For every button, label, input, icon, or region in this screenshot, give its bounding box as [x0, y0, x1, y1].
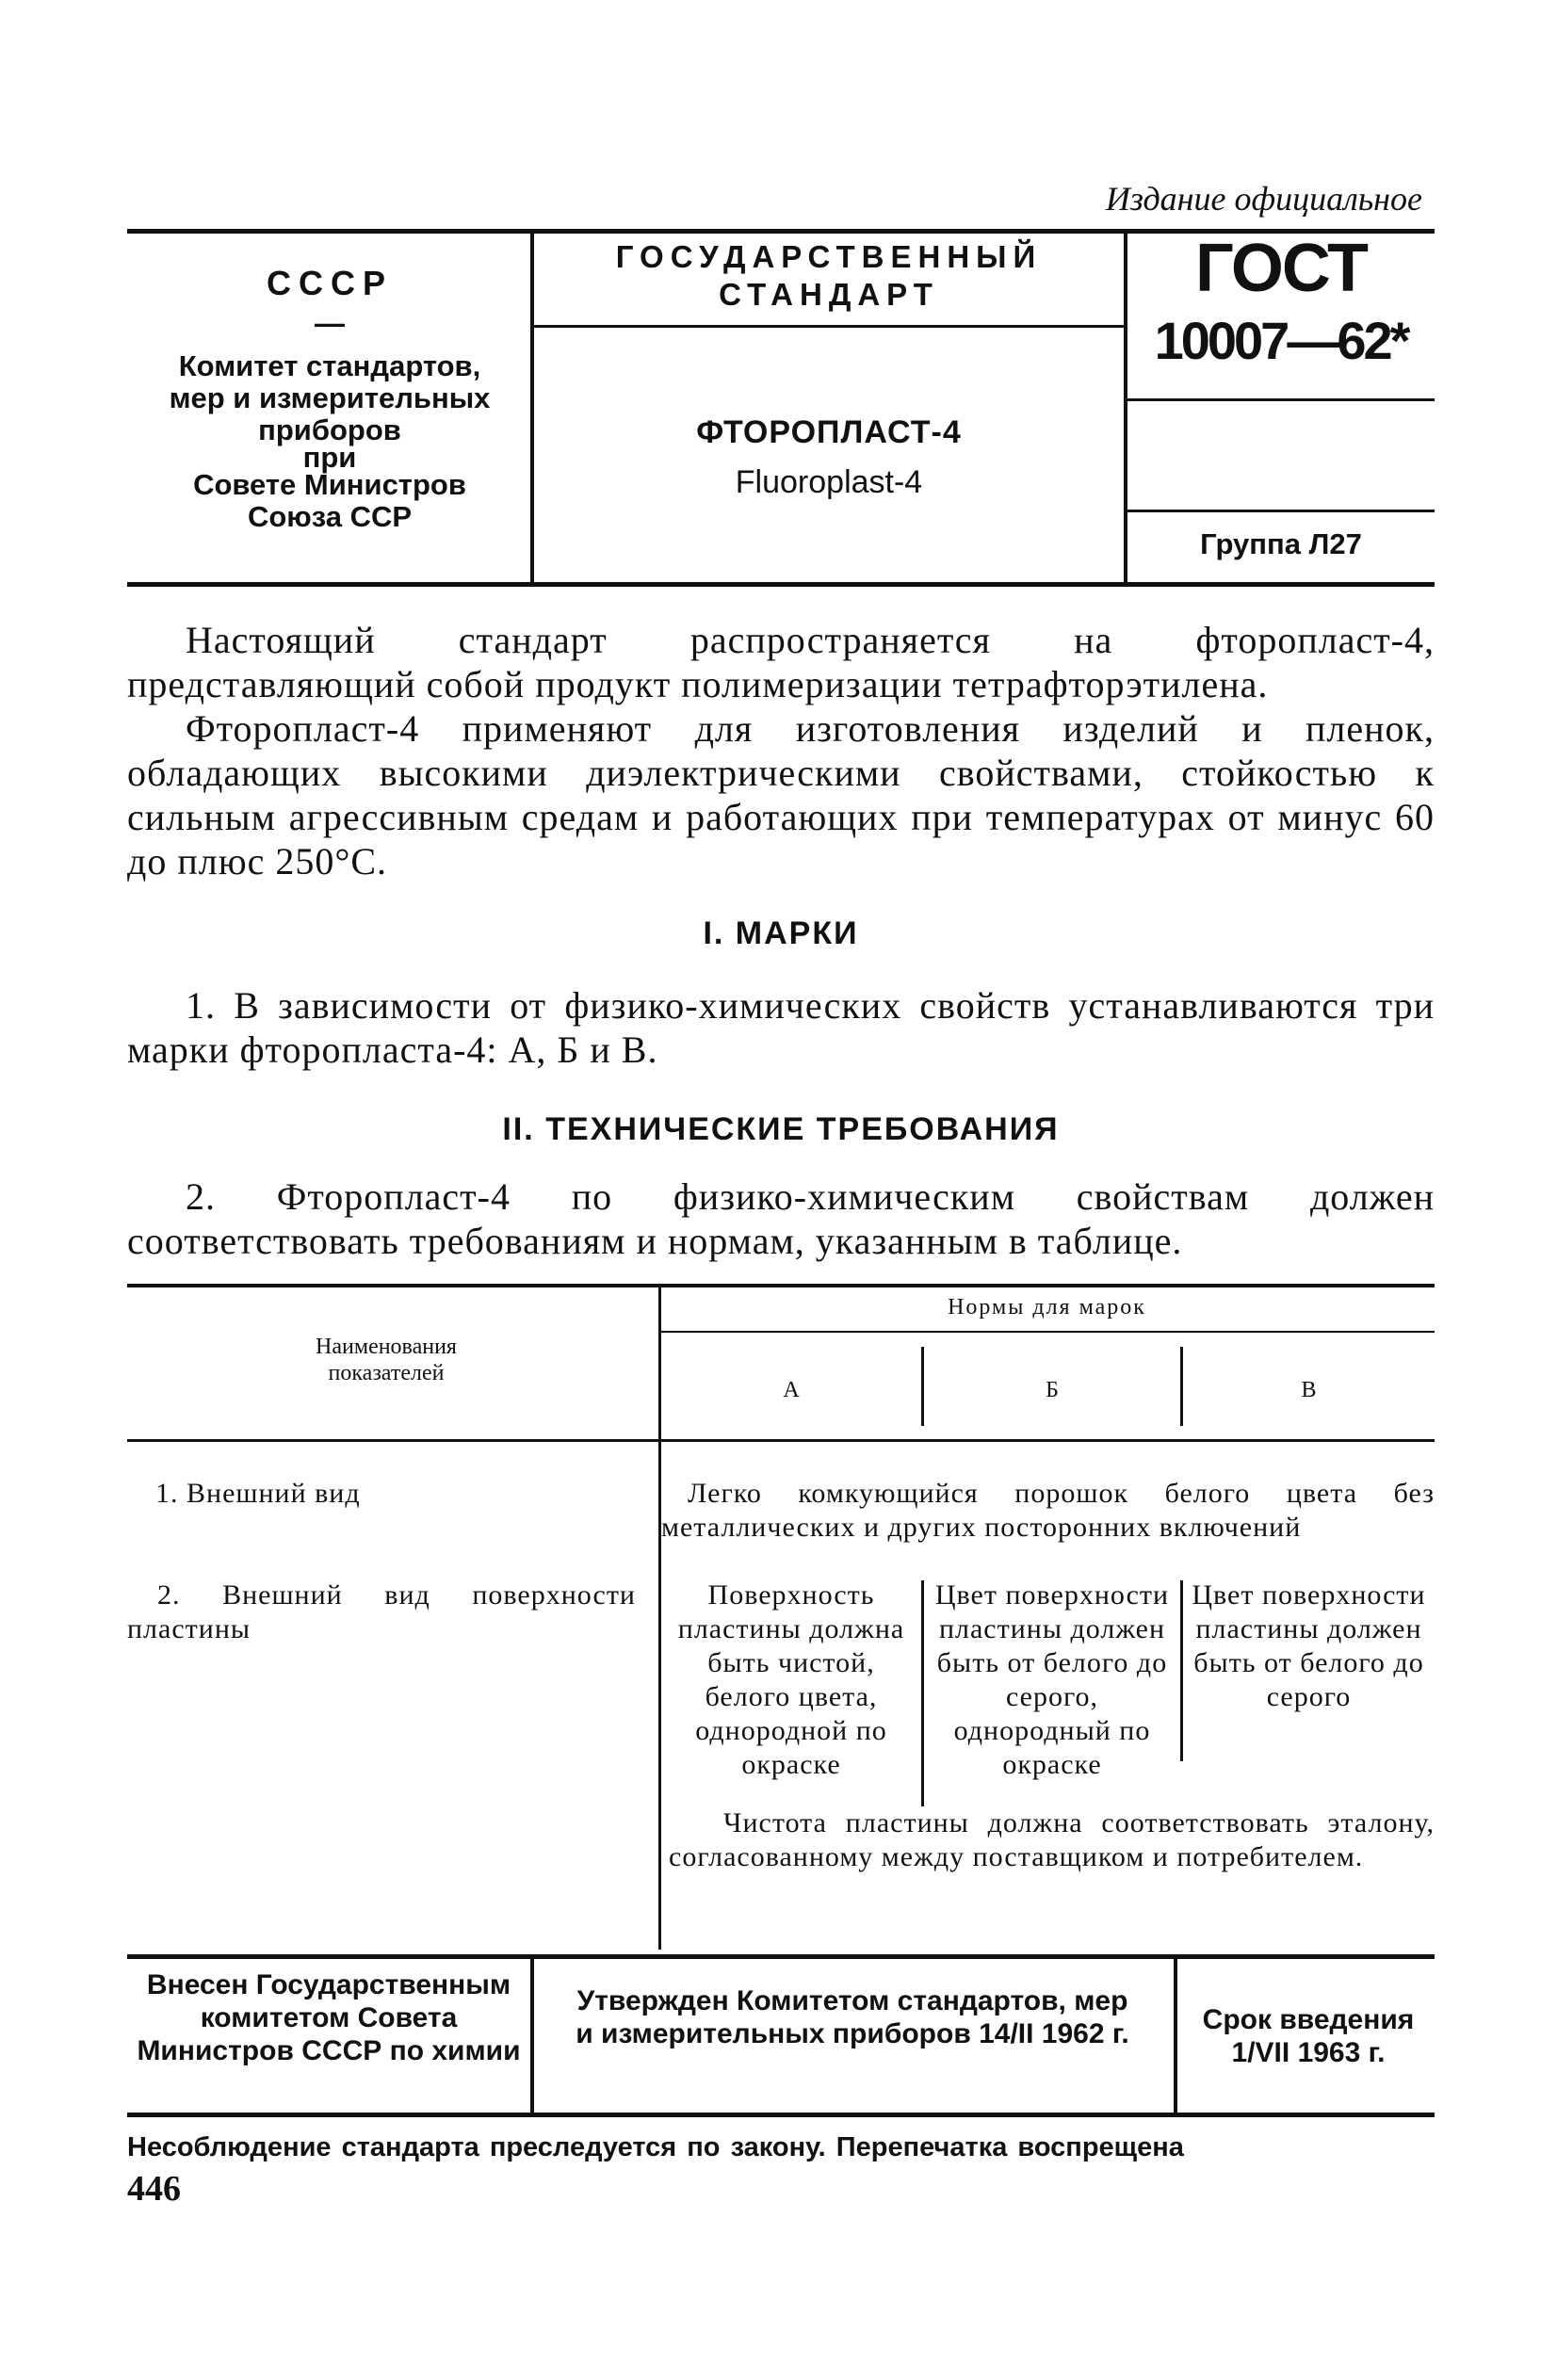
country-dash: —: [315, 306, 345, 340]
header-divider-left: [530, 229, 534, 582]
grade-c-header: В: [1301, 1378, 1317, 1402]
table-divider-grade-bc-body: [1180, 1580, 1183, 1761]
standard-title-ru: ФТОРОПЛАСТ-4: [696, 414, 962, 450]
row-2-name: 2. Внешний вид поверхности пластины: [127, 1579, 636, 1644]
committee-line-6: Союза ССР: [247, 500, 413, 533]
group-code: Группа Л27: [1200, 527, 1362, 560]
header-bottom-rule: [127, 582, 1435, 587]
table-norms-header: Нормы для марок: [948, 1295, 1146, 1320]
row-2-grade-a: Поверхность пластины должна быть чистой, белого цвета, однородной по окраске: [677, 1579, 905, 1780]
gost-label: ГОСТ: [1194, 231, 1368, 306]
committee-line-4: при: [302, 441, 357, 474]
grade-a-header: А: [783, 1378, 800, 1402]
footer-divider-right: [1174, 1957, 1177, 2113]
header-right-rule-1: [1127, 398, 1435, 401]
table-header-rule: [127, 1439, 1435, 1442]
country-label: СССР: [266, 264, 393, 302]
section-2-paragraph: 2. Фторопласт-4 по физико-химическим свойствам должен соответствовать требованиям и нормам, указанным в таблице.: [127, 1175, 1435, 1262]
committee-line-1: Комитет стандартов,: [178, 349, 481, 382]
approved-by: Утвержден Комитетом стандартов, мер и измерительных приборов 14/II 1962 г.: [576, 1985, 1129, 2049]
committee-name: [132, 350, 527, 533]
intro-paragraph-1: Настоящий стандарт распространяется на фторопласт-4, представляющий собой продукт полимеризации тетрафторэтилена.: [127, 619, 1435, 705]
footer-top-rule: [127, 1954, 1435, 1959]
header-right-rule-2: [1127, 510, 1435, 512]
footer-divider-left: [530, 1957, 534, 2113]
section-2-heading: II. ТЕХНИЧЕСКИЕ ТРЕБОВАНИЯ: [502, 1111, 1060, 1147]
committee-line-3: приборов: [258, 413, 401, 446]
committee-line-2: мер и измерительных: [169, 381, 491, 414]
standard-type-line-2: СТАНДАРТ: [719, 277, 939, 312]
committee-line-5: Совете Министров: [193, 468, 466, 501]
section-1-heading: I. МАРКИ: [703, 915, 859, 951]
gost-number: 10007—62*: [1154, 311, 1408, 370]
row-2-grade-b: Цвет поверхности пластины должен быть от белого до серого, однородный по окраске: [934, 1579, 1170, 1780]
introduced-by: Внесен Государственным комитетом Совета Министров СССР по химии: [137, 1969, 521, 2066]
table-top-rule: [127, 1284, 1435, 1287]
row-2-note: Чистота пластины должна соответствовать эталону, согласованному между поставщиком и потребителем.: [669, 1807, 1435, 1872]
footer-bottom-rule: [127, 2113, 1435, 2117]
intro-paragraph-2: Фторопласт-4 применяют для изготовления изделий и пленок, обладающих высокими диэлектрическими свойствами, стойкостью к сильным агрессивным средам и работающих при температурах от минус 60 до плюс 250°С.: [127, 707, 1435, 882]
row-1-value-all-grades: Легко комкующийся порошок белого цвета без металлических и других посторонних включений: [661, 1478, 1435, 1543]
effective-date: Срок введения 1/VII 1963 г.: [1202, 2004, 1415, 2068]
table-column-name-header: Наименования показателей: [316, 1335, 457, 1385]
grade-b-header: Б: [1046, 1378, 1059, 1402]
section-1-paragraph: 1. В зависимости от физико-химических свойств устанавливаются три марки фторопласта-4: А, Б и В.: [127, 984, 1435, 1071]
legal-warning: Несоблюдение стандарта преследуется по закону. Перепечатка воспрещена: [127, 2132, 1184, 2162]
row-1-name: 1. Внешний вид: [155, 1478, 361, 1509]
standard-type-line-1: ГОСУДАРСТВЕННЫЙ: [615, 239, 1043, 274]
row-2-grade-c: Цвет поверхности пластины должен быть от белого до серого: [1192, 1579, 1426, 1712]
table-norms-rule: [659, 1331, 1435, 1333]
edition-note: Издание официальное: [1105, 180, 1422, 218]
standard-type: [537, 238, 1121, 314]
page-number: 446: [127, 2169, 181, 2209]
header-middle-rule: [534, 325, 1124, 328]
standard-title-en: Fluoroplast-4: [735, 464, 923, 500]
table-divider-grade-ab-body: [921, 1580, 924, 1806]
